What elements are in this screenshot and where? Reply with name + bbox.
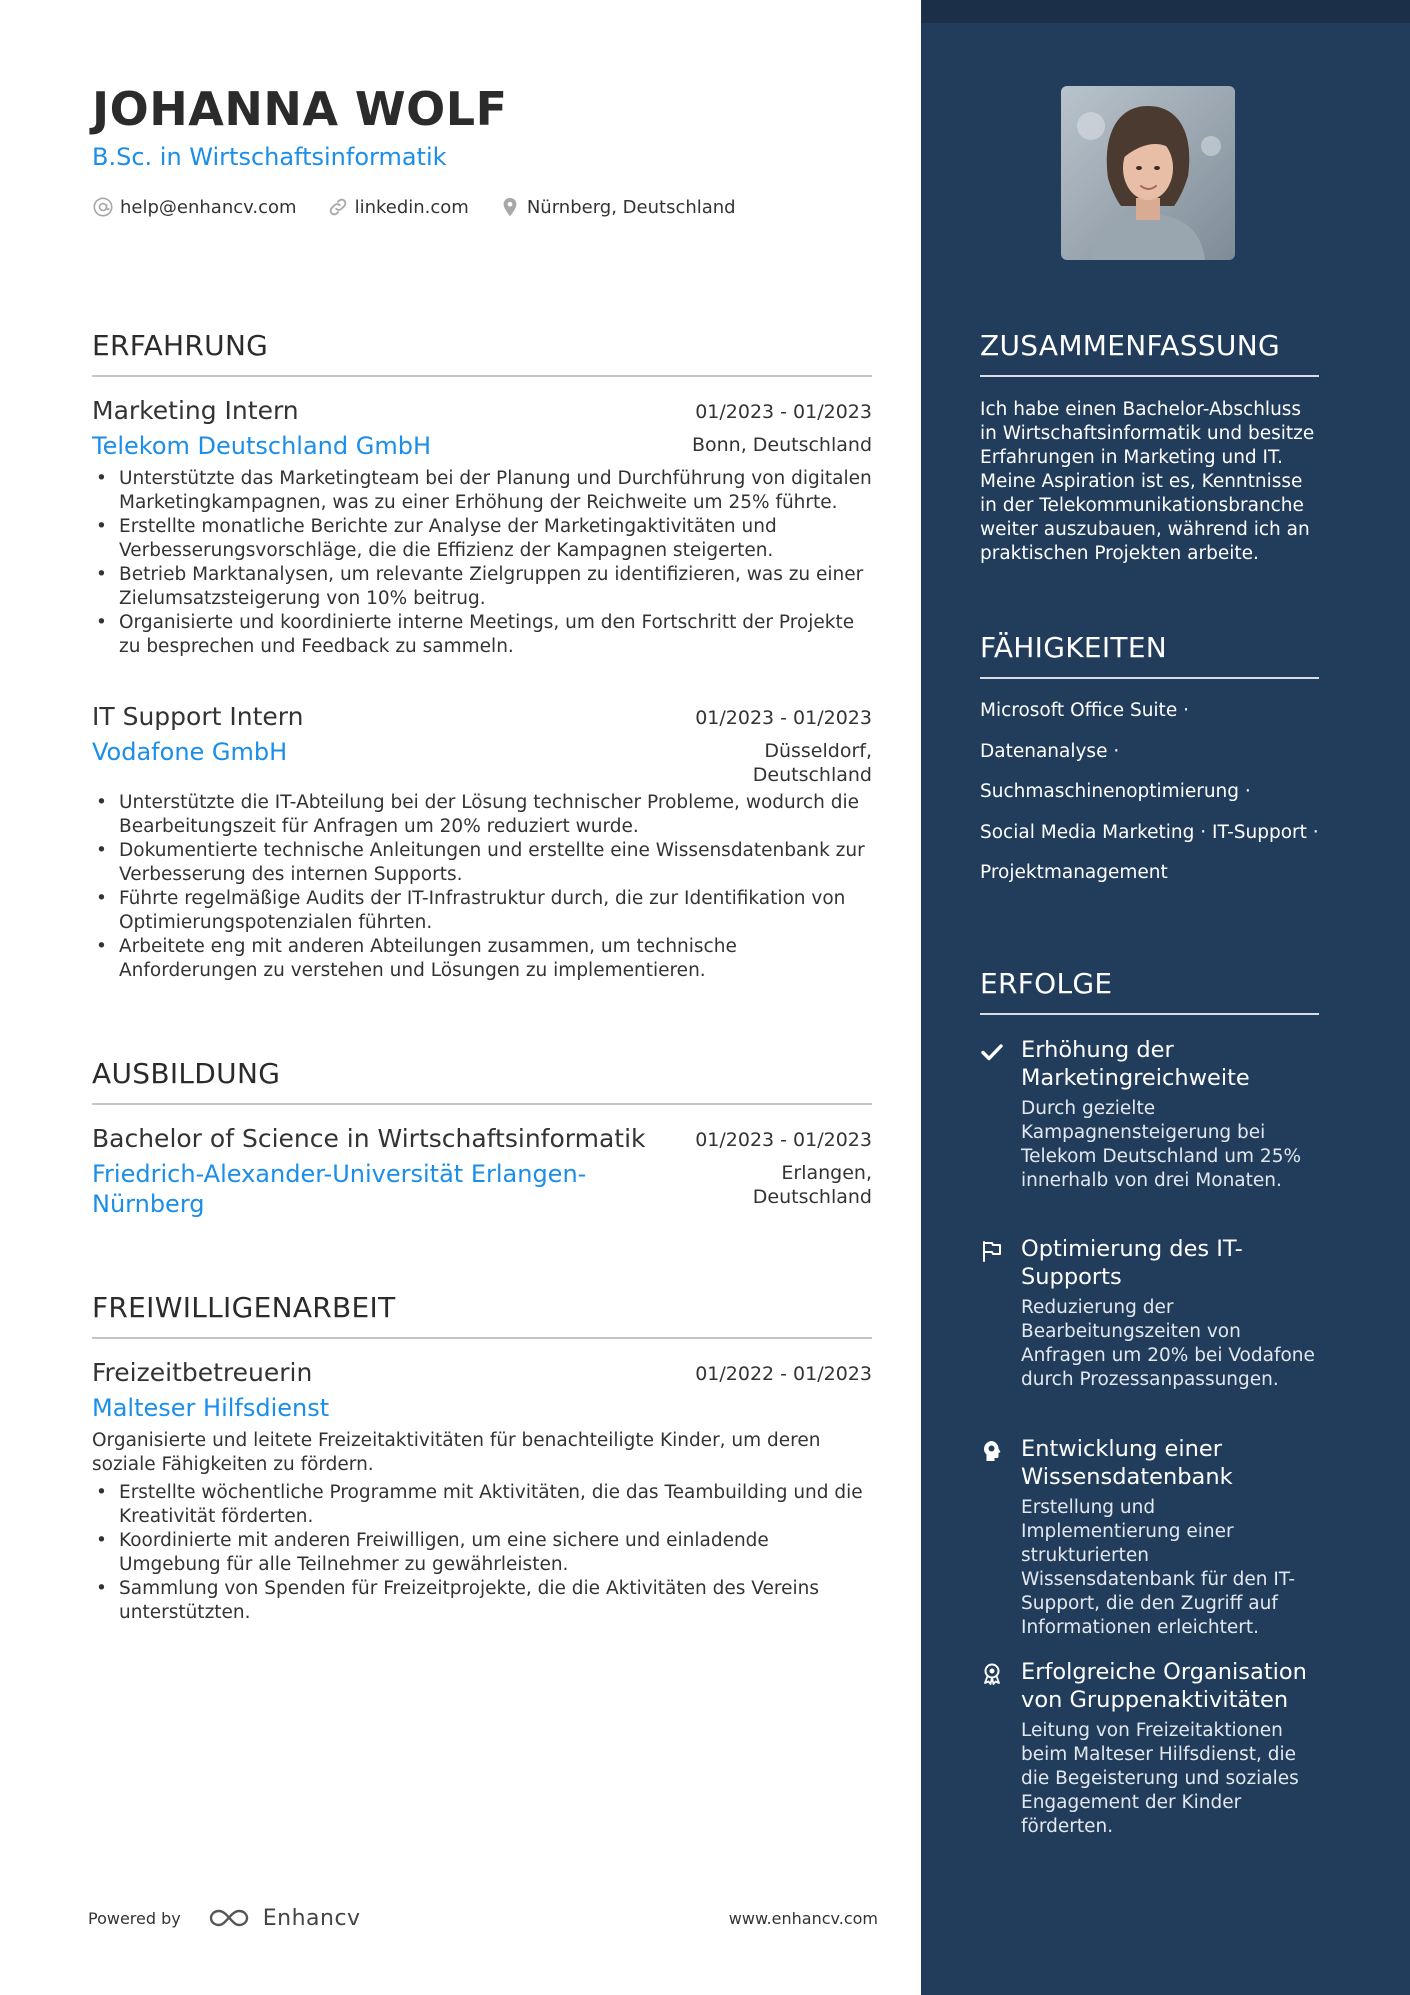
website-link[interactable]: www.enhancv.com — [728, 1908, 878, 1928]
education-location — [753, 1161, 872, 1209]
job-title: Marketing Intern — [92, 396, 299, 425]
list-item: • Betrieb Marktanalysen, um relevante Zielgruppen zu identifizieren, was zu einer Zielumsatzsteigerung von 10% beitrug. — [92, 563, 872, 611]
contact-location — [499, 196, 736, 218]
job-bullets — [92, 791, 872, 983]
achievements-divider — [980, 1013, 1319, 1015]
achievement-item — [980, 1658, 1320, 1839]
location-line: Deutschland — [752, 1186, 872, 1208]
achievement-description: Durch gezielte Kampagnensteigerung bei Telekom Deutschland um 25% innerhalb von drei Monaten. — [1021, 1098, 1302, 1191]
at-icon — [92, 196, 114, 218]
education-dates: 01/2023 - 01/2023 — [695, 1129, 872, 1151]
volunteer-role: Freizeitbetreuerin — [92, 1358, 313, 1387]
list-item: • Koordinierte mit anderen Freiwilligen, um eine sichere und einladende Umgebung für alle Teilnehmer zu gewährleisten. — [92, 1529, 872, 1577]
education-divider — [92, 1103, 872, 1105]
location-pin-icon — [499, 196, 521, 218]
job-location: Bonn, Deutschland — [691, 434, 872, 456]
list-item: • Erstellte monatliche Berichte zur Analyse der Marketingaktivitäten und Verbesserungsvorschläge, die die Effizienz der Kampagnen steigerten. — [92, 515, 872, 563]
skill-line: Projektmanagement — [980, 862, 1168, 883]
list-item: • Arbeitete eng mit anderen Abteilungen zusammen, um technische Anforderungen zu verstehen und Lösungen zu implementieren. — [92, 935, 872, 983]
achievement-title: Optimierung des IT-Supports — [1021, 1236, 1243, 1290]
volunteer-dates: 01/2022 - 01/2023 — [695, 1363, 872, 1385]
email-text: help@enhancv.com — [120, 196, 297, 218]
location-line: Deutschland — [752, 764, 872, 786]
contact-email[interactable] — [92, 196, 297, 218]
job-dates: 01/2023 - 01/2023 — [695, 401, 872, 423]
company-name[interactable]: Vodafone GmbH — [92, 738, 288, 766]
summary-divider — [980, 375, 1319, 377]
achievement-description: Erstellung und Implementierung einer strukturierten Wissensdatenbank für den IT-Support, die den Zugriff auf Informationen erleichtert. — [1021, 1497, 1296, 1638]
experience-entry-2 — [92, 702, 872, 983]
brand-name: Enhancv — [262, 1905, 361, 1931]
list-item: • Dokumentierte technische Anleitungen und erstellte eine Wissensdatenbank zur Verbesserung des internen Supports. — [92, 839, 872, 887]
achievement-title: Entwicklung einer Wissensdatenbank — [1021, 1436, 1233, 1490]
achievement-item — [980, 1435, 1320, 1640]
achievement-item — [980, 1036, 1320, 1193]
degree-title: Bachelor of Science in Wirtschaftsinformatik — [92, 1124, 646, 1153]
powered-by-text: Powered by — [88, 1908, 181, 1928]
experience-divider — [92, 375, 872, 377]
skill-line: Datenanalyse · — [980, 740, 1120, 762]
candidate-name: JOHANNA WOLF — [92, 82, 508, 136]
skill-line: Microsoft Office Suite · — [980, 700, 1189, 721]
achievement-title: Erfolgreiche Organisation von Gruppenaktivitäten — [1021, 1659, 1307, 1713]
award-ribbon-icon — [980, 1662, 1004, 1686]
list-item: • Erstellte wöchentliche Programme mit Aktivitäten, die das Teambuilding und die Kreativität förderten. — [92, 1481, 872, 1529]
experience-heading: ERFAHRUNG — [92, 329, 269, 362]
list-item: • Sammlung von Spenden für Freizeitprojekte, die die Aktivitäten des Vereins unterstützten. — [92, 1577, 872, 1625]
summary-text: Ich habe einen Bachelor-Abschluss in Wirtschaftsinformatik und besitze Erfahrungen in Marketing und IT. Meine Aspiration ist es, Kenntnisse in der Telekommunikationsbranche weiter auszubauen, während ich an praktischen Projekten arbeite. — [980, 399, 1315, 564]
list-item: • Unterstützte das Marketingteam bei der Planung und Durchführung von digitalen Marketingkampagnen, was zu einer Erhöhung der Reichweite um 25% führte. — [92, 467, 872, 515]
achievements-heading: ERFOLGE — [980, 967, 1113, 1000]
location-text: Nürnberg, Deutschland — [526, 196, 736, 218]
candidate-degree: B.Sc. in Wirtschaftsinformatik — [92, 143, 447, 171]
education-entry — [92, 1124, 872, 1219]
school-line: Nürnberg — [92, 1190, 205, 1218]
flag-icon — [980, 1239, 1004, 1263]
company-name[interactable]: Telekom Deutschland GmbH — [92, 432, 431, 460]
achievement-description: Leitung von Freizeitaktionen beim Malteser Hilfsdienst, die die Begeisterung und soziales Engagement der Kinder förderten. — [1021, 1720, 1299, 1837]
link-icon — [327, 196, 349, 218]
summary-heading: ZUSAMMENFASSUNG — [980, 329, 1280, 362]
linkedin-text: linkedin.com — [354, 196, 469, 218]
education-heading: AUSBILDUNG — [92, 1057, 281, 1090]
job-bullets — [92, 467, 872, 659]
sidebar-top-bar — [921, 0, 1410, 23]
contact-linkedin[interactable] — [327, 196, 469, 218]
volunteer-divider — [92, 1337, 872, 1339]
skills-heading: FÄHIGKEITEN — [980, 631, 1168, 664]
skill-line: Social Media Marketing · IT-Support · — [980, 821, 1319, 843]
checkmark-icon — [980, 1040, 1004, 1064]
location-line: Erlangen, — [781, 1162, 872, 1184]
volunteer-entry — [92, 1358, 872, 1625]
experience-entry-1 — [92, 396, 872, 659]
enhancv-logo[interactable] — [207, 1905, 361, 1931]
infinity-logo-icon — [207, 1905, 255, 1931]
skill-line: Suchmaschinenoptimierung · — [980, 781, 1251, 802]
skills-divider — [980, 677, 1319, 679]
profile-photo — [1061, 86, 1235, 260]
avatar — [1061, 86, 1235, 260]
job-dates: 01/2023 - 01/2023 — [695, 707, 872, 729]
location-line: Düsseldorf, — [764, 740, 872, 762]
achievement-item — [980, 1235, 1320, 1392]
skills-list — [980, 696, 1320, 899]
footer — [88, 1900, 878, 1936]
volunteer-org[interactable]: Malteser Hilfsdienst — [92, 1394, 330, 1422]
volunteer-bullets — [92, 1481, 872, 1625]
job-title: IT Support Intern — [92, 702, 304, 731]
job-location — [753, 739, 872, 787]
school-name[interactable] — [92, 1159, 586, 1219]
achievement-title: Erhöhung der Marketingreichweite — [1021, 1037, 1250, 1091]
achievement-description: Reduzierung der Bearbeitungszeiten von Anfragen um 20% bei Vodafone durch Prozessanpassungen. — [1021, 1297, 1315, 1390]
list-item: • Führte regelmäßige Audits der IT-Infrastruktur durch, die zur Identifikation von Optimierungspotenzialen führten. — [92, 887, 872, 935]
school-line: Friedrich-Alexander-Universität Erlangen- — [92, 1160, 587, 1188]
list-item: • Organisierte und koordinierte interne Meetings, um den Fortschritt der Projekte zu besprechen und Feedback zu sammeln. — [92, 611, 872, 659]
list-item: • Unterstützte die IT-Abteilung bei der Lösung technischer Probleme, wodurch die Bearbeitungszeit für Anfragen um 20% reduziert wurde. — [92, 791, 872, 839]
contact-bar — [92, 196, 766, 218]
volunteer-description: Organisierte und leitete Freizeitaktivitäten für benachteiligte Kinder, um deren soziale Fähigkeiten zu fördern. — [92, 1430, 821, 1475]
lightbulb-head-icon — [980, 1439, 1004, 1463]
volunteer-heading: FREIWILLIGENARBEIT — [92, 1291, 396, 1324]
